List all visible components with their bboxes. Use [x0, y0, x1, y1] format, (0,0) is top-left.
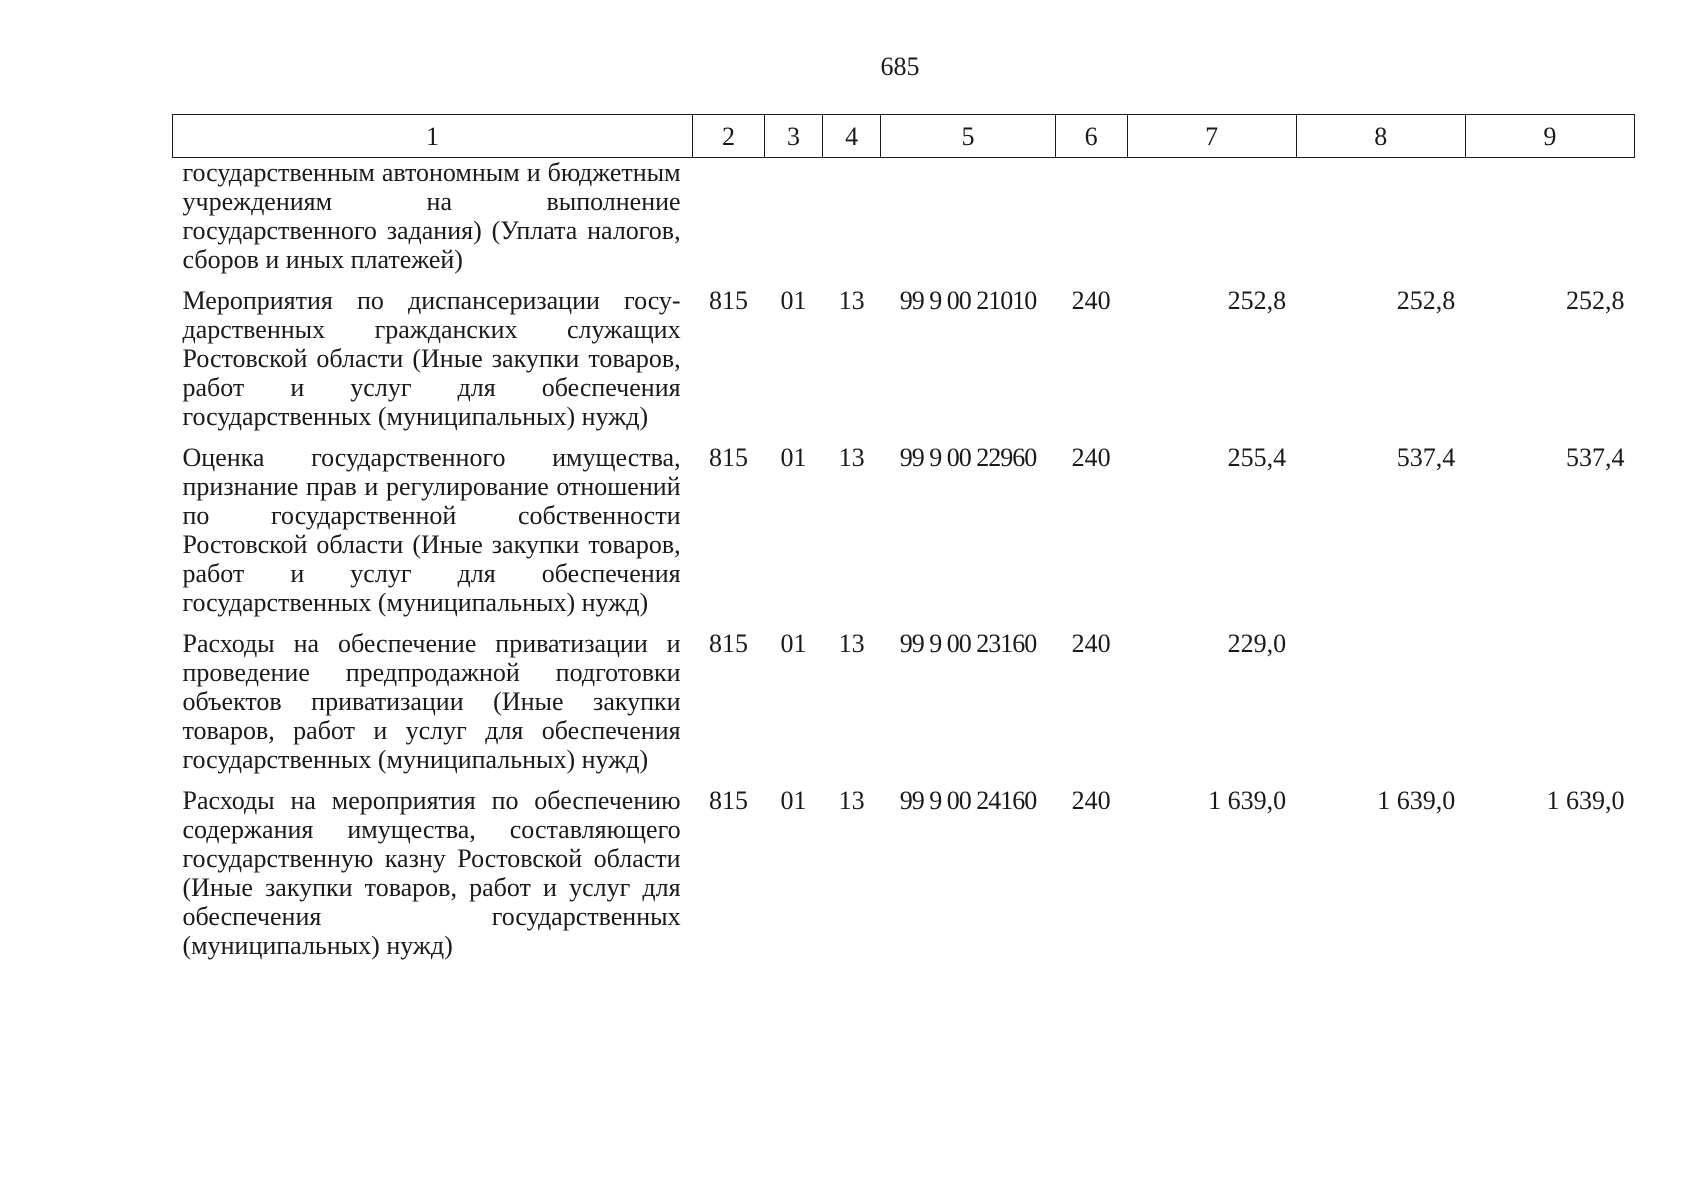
column-header-3: 3	[764, 115, 822, 158]
row-description: государственным автономным и бюджетным учреждениям на выполнение государственного задания) (Уплата налогов, сборов и иных платежей)	[182, 158, 681, 274]
row-amount-year3: 1 639,0	[1546, 786, 1625, 815]
row-target-code: 99 9 00 22960	[899, 443, 1037, 472]
row-amount-year1: 255,4	[1227, 443, 1287, 472]
row-ministry-code: 815	[709, 786, 749, 815]
budget-table	[172, 114, 1635, 972]
table-row	[173, 286, 1635, 443]
row-section-code: 01	[780, 443, 807, 472]
row-expense-type	[1055, 158, 1127, 287]
row-amount-year3: 252,8	[1566, 286, 1625, 315]
column-header-6: 6	[1055, 115, 1127, 158]
row-subsection-code	[823, 158, 881, 287]
row-amount-year3: 537,4	[1566, 443, 1625, 472]
header-row	[173, 115, 1635, 158]
row-ministry-code	[693, 158, 765, 287]
table-body	[173, 158, 1635, 973]
table-header	[173, 115, 1635, 158]
row-amount-year2	[1296, 629, 1465, 786]
row-description: Мероприятия по диспансеризации государственных гражданских служащих Ростовской области (Иные закупки товаров, работ и услуг для обеспечения государственных (муниципальных) нужд)	[182, 286, 681, 431]
row-ministry-code: 815	[709, 629, 749, 658]
row-section-code: 01	[780, 286, 807, 315]
column-header-9: 9	[1465, 115, 1634, 158]
row-amount-year2: 1 639,0	[1377, 786, 1456, 815]
row-expense-type: 240	[1071, 443, 1111, 472]
row-expense-type: 240	[1071, 286, 1111, 315]
row-subsection-code: 13	[838, 629, 865, 658]
column-header-5: 5	[881, 115, 1055, 158]
row-amount-year2	[1296, 158, 1465, 287]
row-target-code: 99 9 00 21010	[899, 286, 1037, 315]
row-description: Расходы на мероприятия по обеспечению содержания имущества, составляющего государственную казну Ростовской области (Иные закупки товаров, работ и услуг для обеспечения государственных (муниципальных) нужд)	[182, 786, 681, 960]
row-amount-year1: 229,0	[1227, 629, 1287, 658]
row-ministry-code: 815	[709, 443, 749, 472]
row-target-code: 99 9 00 24160	[899, 786, 1037, 815]
row-amount-year3	[1465, 629, 1634, 786]
row-amount-year3	[1465, 158, 1634, 287]
column-header-4: 4	[823, 115, 881, 158]
row-target-code: 99 9 00 23160	[899, 629, 1037, 658]
row-amount-year1: 1 639,0	[1208, 786, 1287, 815]
row-target-code	[881, 158, 1055, 287]
table-row	[173, 443, 1635, 629]
row-expense-type: 240	[1071, 786, 1111, 815]
row-description: Расходы на обеспечение приватизации и проведение предпродажной подготовки объектов приватизации (Иные закупки товаров, работ и услуг для обеспечения государственных (муниципальных) нужд)	[182, 629, 681, 774]
row-subsection-code: 13	[838, 443, 865, 472]
table-row	[173, 158, 1635, 287]
column-header-8: 8	[1296, 115, 1465, 158]
row-description: Оценка государственного имущества, признание прав и регулирование отношений по государственной собственности Ростовской области (Иные закупки товаров, работ и услуг для обеспечения государственных (муниципальных) нужд)	[182, 443, 681, 617]
column-header-2: 2	[693, 115, 765, 158]
row-section-code: 01	[780, 786, 807, 815]
row-subsection-code: 13	[838, 786, 865, 815]
row-amount-year2: 537,4	[1396, 443, 1456, 472]
table-row	[173, 786, 1635, 972]
table-row	[173, 629, 1635, 786]
row-section-code	[764, 158, 822, 287]
row-amount-year1: 252,8	[1227, 286, 1287, 315]
row-ministry-code: 815	[709, 286, 749, 315]
row-amount-year2: 252,8	[1396, 286, 1456, 315]
row-amount-year1	[1127, 158, 1296, 287]
column-header-1: 1	[173, 115, 693, 158]
column-header-7: 7	[1127, 115, 1296, 158]
page-number: 685	[880, 52, 920, 81]
row-expense-type: 240	[1071, 629, 1111, 658]
row-subsection-code: 13	[838, 286, 865, 315]
row-section-code: 01	[780, 629, 807, 658]
